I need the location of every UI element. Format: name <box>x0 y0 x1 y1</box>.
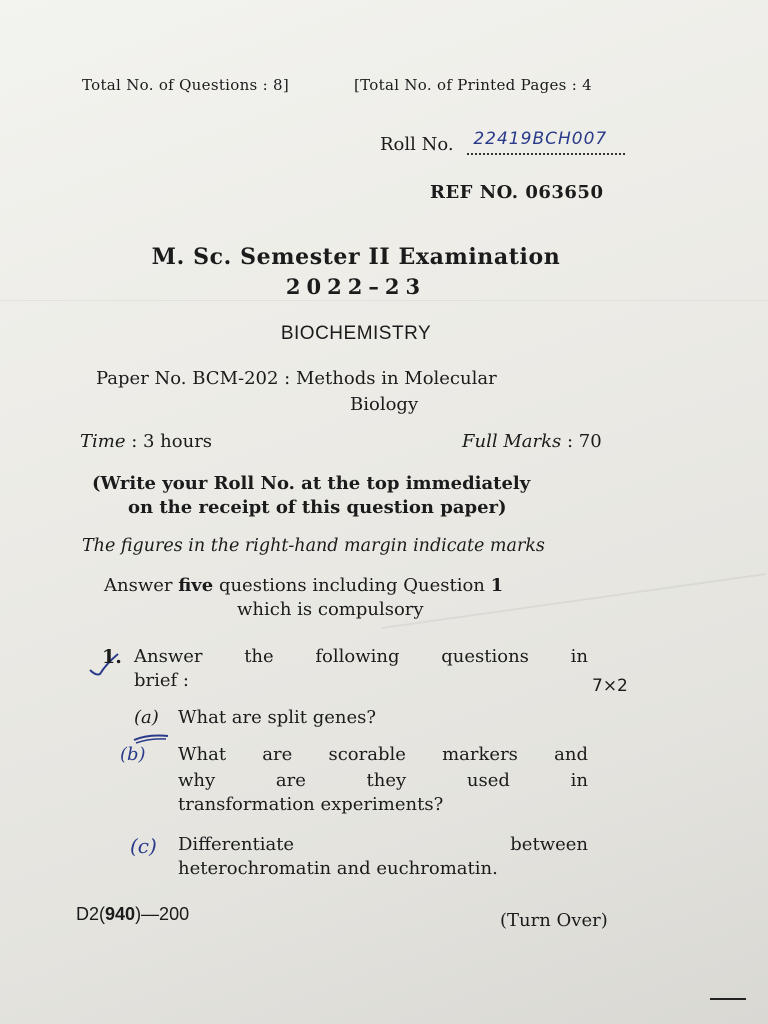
part-b-word: scorable <box>328 744 406 765</box>
handwritten-underline-icon <box>132 732 172 744</box>
ref-number: REF NO. 063650 <box>430 182 604 203</box>
part-c-word: Differentiate <box>178 834 295 855</box>
part-c-line-2: heterochromatin and euchromatin. <box>178 858 498 879</box>
part-b-word: they <box>366 770 407 791</box>
instruction-line-2: on the receipt of this question paper) <box>128 497 507 518</box>
part-b-word: used <box>466 770 510 791</box>
part-c-line-1 <box>178 834 588 855</box>
subject-title: BIOCHEMISTRY <box>280 323 432 344</box>
roll-handwritten-value: 22419BCH007 <box>473 129 608 149</box>
part-b-word: What <box>178 744 227 765</box>
roll-number <box>380 129 625 155</box>
full-marks <box>462 431 602 452</box>
roll-field <box>467 129 625 155</box>
question-1-marks: 7×2 <box>592 676 628 696</box>
exam-year: 2022–23 <box>285 274 427 299</box>
q1-word: Answer <box>134 646 203 667</box>
total-questions: Total No. of Questions : 8] <box>82 76 290 94</box>
header-line <box>82 76 593 94</box>
time-allowed <box>80 431 212 452</box>
part-b-word: in <box>570 770 588 791</box>
roll-label: Roll No. <box>380 134 454 155</box>
part-b-word: markers <box>442 744 518 765</box>
paper-crease <box>0 300 768 301</box>
time-label: Time <box>80 431 126 452</box>
instruction-line-1: (Write your Roll No. at the top immediately <box>92 473 531 494</box>
exam-title: M. Sc. Semester II Examination <box>151 244 561 270</box>
paper-line-2: Biology <box>350 394 419 415</box>
answer-note-bold: five <box>178 575 214 596</box>
q1-word: questions <box>441 646 529 667</box>
paper-code <box>76 904 189 925</box>
answer-note-pre: Answer <box>104 575 179 596</box>
paper-code-post: )—200 <box>135 904 190 924</box>
answer-note-post: questions including Question <box>213 575 491 596</box>
answer-note-qnum: 1 <box>490 575 504 596</box>
paper-line-1: Paper No. BCM-202 : Methods in Molecular <box>96 368 497 389</box>
part-b-line-2 <box>178 770 588 791</box>
part-b-word: are <box>275 770 306 791</box>
part-b-word: why <box>178 770 216 791</box>
part-a-label: (a) <box>134 707 159 728</box>
part-b-word: and <box>554 744 588 765</box>
question-1-line-2: brief : <box>134 670 189 691</box>
part-c-label: (c) <box>130 834 157 858</box>
part-b-label: (b) <box>120 744 146 765</box>
answer-note-line-2: which is compulsory <box>237 599 424 620</box>
answer-note-line-1 <box>104 575 503 596</box>
part-c-word: between <box>510 834 588 855</box>
q1-word: in <box>570 646 588 667</box>
time-value: : 3 hours <box>131 431 213 452</box>
q1-word: the <box>244 646 274 667</box>
paper-code-pre: D2( <box>76 904 106 924</box>
paper-code-bold: 940 <box>105 904 136 924</box>
question-1-line-1 <box>134 646 588 667</box>
question-1-number: 1. <box>102 646 122 668</box>
figures-note: The figures in the right-hand margin indicate marks <box>82 536 545 556</box>
part-b-line-3: transformation experiments? <box>178 794 444 815</box>
footer-rule <box>710 998 746 1000</box>
part-a-text: What are split genes? <box>178 707 377 728</box>
turn-over-note: (Turn Over) <box>500 910 608 931</box>
part-b-word: are <box>262 744 293 765</box>
full-marks-value: : 70 <box>566 431 602 452</box>
full-marks-label: Full Marks <box>462 431 562 452</box>
q1-word: following <box>315 646 400 667</box>
total-pages: [Total No. of Printed Pages : 4 <box>354 76 593 94</box>
part-b-line-1 <box>178 744 588 765</box>
